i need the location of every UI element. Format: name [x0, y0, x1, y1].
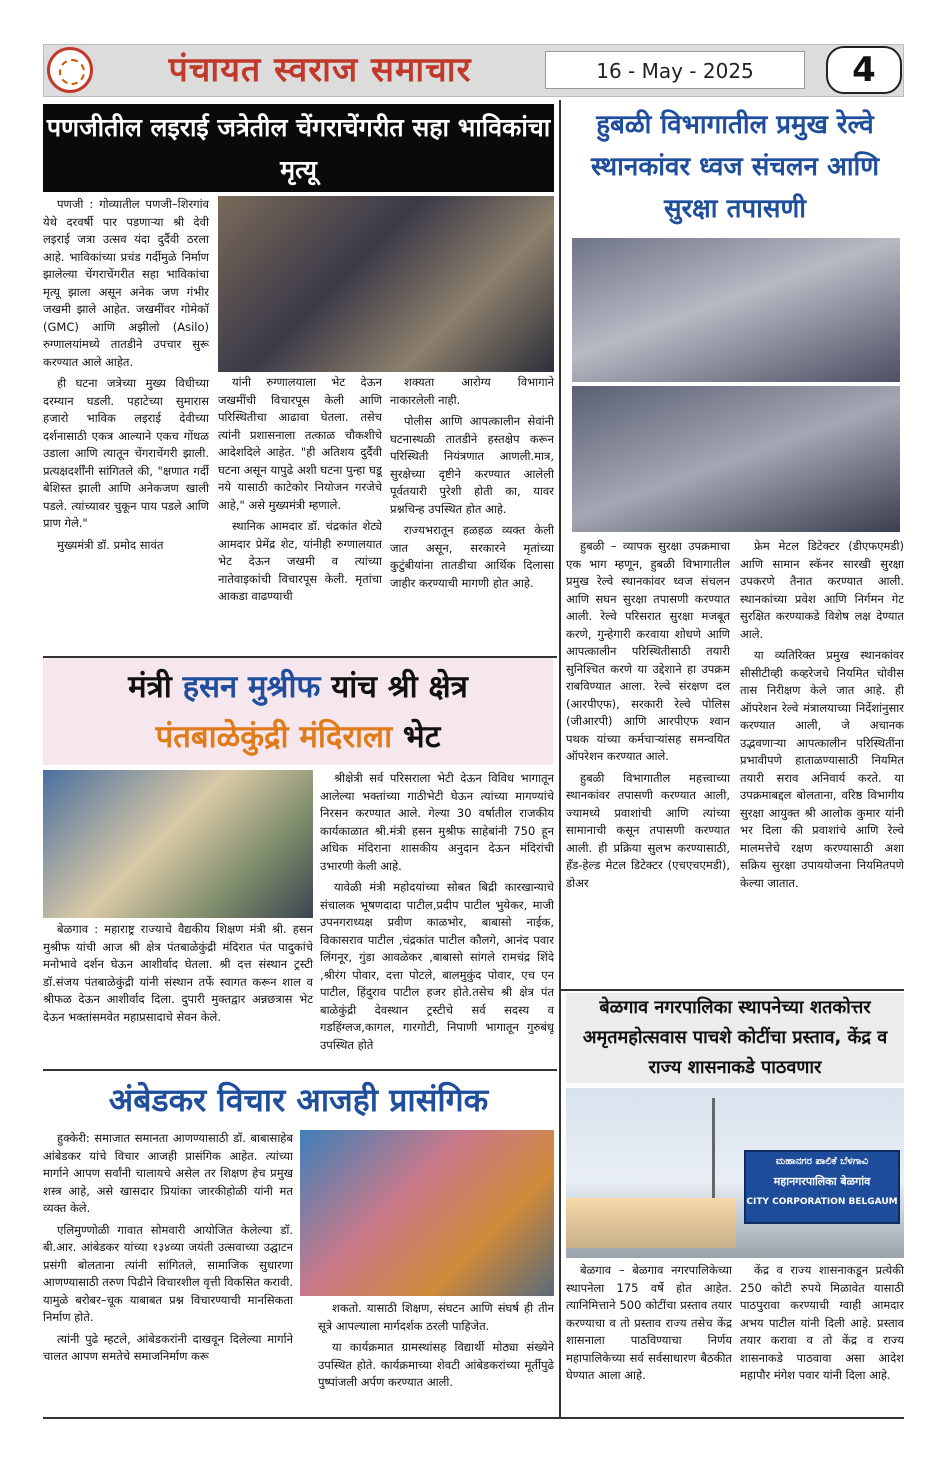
paragraph: पोलीस आणि आपत्कालीन सेवांनी घटनास्थळी तातडीने हस्तक्षेप करून परिस्थिती नियंत्रणात आणली.मात्र, सुरक्षेच्या दृष्टीने करण्यात आलेली पूर्वतयारी पुरेशी होती का, यावर प्रश्नचिन्ह उपस्थित होत आहे.	[390, 414, 554, 516]
art5-photo	[566, 1088, 904, 1258]
paragraph: केंद्र व राज्य शासनाकडून प्रत्येकी 250 कोटी रुपये मिळावेत यासाठी पाठपुरावा करण्याची ग्वाही आमदार अभय पाटील यांनी दिली आहे. प्रस्ताव तयार करावा व तो केंद्र व राज्य शासनाकडे पाठवावा असा आदेश महापौर मंगेश पवार यांनी दिला आहे.	[740, 1263, 904, 1382]
paragraph: बेळगाव : महाराष्ट्र राज्याचे वैद्यकीय शिक्षण मंत्री श्री. हसन मुश्रीफ यांची आज श्री क्षेत्र पंतबाळेकुंद्री मंदिरात पंत पादुकांचे मनोभावे दर्शन घेऊन आशीर्वाद घेतला. श्री दत्त संस्थान ट्रस्टी डॉ.संजय पंतबाळेकुंद्री यांनी संस्थान तर्फे स्वागत करून शाल व श्रीफळ देऊन आशीर्वाद दिला. दुपारी मुक्तद्वार अन्नछत्रास भेट देऊन भक्तांसमवेत महाप्रसादाचे सेवन केले.	[43, 922, 313, 1024]
paragraph: शक्यता आरोग्य विभागाने नाकारलेली नाही.	[390, 375, 554, 407]
section-rule-3	[561, 989, 904, 991]
art5-col1	[566, 1262, 732, 1422]
art4-headline: अंबेडकर विचार आजही प्रासंगिक	[108, 1081, 489, 1119]
sign-english: CITY CORPORATION BELGAUM	[746, 1197, 898, 1207]
paragraph: ही घटना जत्रेच्या मुख्य विधीच्या दरम्यान घडली. पहाटेच्या सुमारास हजारो भाविक लइराई देवीच्या दर्शनासाठी एकत्र आल्याने एकच गोंधळ उडाला आणि त्यातून चेंगराचेंगरी झाली. प्रत्यक्षदर्शींनी सांगितले की, "क्षणात गर्दी बेशिस्त झाली आणि अनेकजण खाली पडले. त्यांच्यावर चुकून पाय पडले आणि प्राण गेले."	[43, 376, 209, 530]
paragraph: एलिमुण्णोळी गावात सोमवारी आयोजित केलेल्या डॉ. बी.आर. आंबेडकर यांच्या १३४व्या जयंती उत्सवाच्या उद्घाटन प्रसंगी बोलताना त्यांनी सांगितले, सामाजिक सुधारणा आणण्यासाठी तरुण पिढीने विचारशील वृत्ती विकसित करावी. यामुळे बरोबर–चूक याबाबत प्रश्न विचारण्याची मानसिकता निर्माण होते.	[43, 1222, 293, 1324]
paragraph: यावेळी मंत्री महोदयांच्या सोबत बिद्री कारखान्याचे संचालक भूषणदादा पाटील,प्रदीप पाटील भुयेकर, माजी उपनगराध्यक्ष प्रवीण काळभोर, बाबासो नाईक, विकासराव पाटील ,चंद्रकांत पाटील कौलगे, आनंद पवार लिंगनूर, गुंडा आवळेकर ,बाबासो सांगले रामचंद्र शिंदे ,श्रीरंग पोवार, दत्ता पोटले, बालमुकुंद पोवार, एच एन पाटील, हिंदुराव पाटील हजर होते.तसेच श्री क्षेत्र पंत बाळेकुंद्री देवस्थान ट्रस्टीचे सर्व सदस्य व गडहिंग्लज,कागल, गारगोटी, निपाणी भागातून गुरुबंधू उपस्थित होते	[320, 880, 554, 1052]
paragraph: या व्यतिरिक्त प्रमुख स्थानकांवर सीसीटीव्ही कव्हरेजचे नियमित चोवीस तास निरीक्षण केले जात आहे. ही ऑपरेशन रेल्वे मंत्रालयाच्या निर्देशांनुसार करण्यात आली, जे अचानक उद्भवणाऱ्या आपत्कालीन परिस्थितींना प्रभावीपणे हाताळण्यासाठी नियमित तयारी सराव अनिवार्य करते. या उपक्रमाबद्दल बोलताना, वरिष्ठ विभागीय सुरक्षा आयुक्त श्री आलोक कुमार यांनी भर दिला की प्रवाशांचे आणि रेल्वे मालमत्तेचे रक्षण करण्यासाठी अशा सक्रिय सुरक्षा उपाययोजना नियमितपणे केल्या जातात.	[740, 648, 904, 890]
masthead-title: पंचायत स्वराज समाचार	[168, 50, 472, 90]
paragraph: फ्रेम मेटल डिटेक्टर (डीएफएमडी) आणि सामान स्कॅनर सारखी सुरक्षा उपकरणे तैनात करण्यात आली. स्थानकांच्या प्रवेश आणि निर्गमन गेट सुरक्षित करण्याकडे विशेष लक्ष देण्यात आले.	[740, 539, 904, 641]
paragraph: यांनी रुग्णालयाला भेट देऊन जखमींची विचारपूस केली आणि परिस्थितीचा आढावा घेतला. तसेच त्यांनी प्रशासनाला तत्काळ चौकशीचे आदेशदिले आहेत. "ही अतिशय दुर्दैवी घटना असून यापुढे अशी घटना पुन्हा घडू नये यासाठी काटेकोर नियोजन गरजेचे आहे," असे मुख्यमंत्री म्हणाले.	[218, 375, 382, 512]
paragraph: श्रीक्षेत्री सर्व परिसराला भेटी देऊन विविध भागातून आलेल्या भक्तांच्या गाठीभेटी घेऊन त्यांच्या मागण्यांचे निरसन करण्यात आले. गेल्या 30 वर्षातील राजकीय कार्यकाळात श्री.मंत्री हसन मुश्रीफ साहेबांनी 750 हून अधिक मंदिराना शासकीय अनुदान देऊन मंदिरांची उभारणी केली आहे.	[320, 771, 554, 873]
art2-photo-bottom	[572, 386, 900, 532]
page-number: 4	[826, 46, 902, 94]
city-corporation-sign	[744, 1150, 900, 1224]
section-rule-2	[43, 1069, 557, 1071]
art1-headline: पणजीतील लइराई जत्रेतील चेंगराचेंगरीत सहा भाविकांचा मृत्यू	[43, 104, 554, 192]
art5-headline: बेळगाव नगरपालिका स्थापनेच्या शतकोत्तर अमृतमहोत्सवास पाचशे कोटींचा प्रस्ताव, केंद्र व राज्य शासनाकडे पाठवणार	[566, 993, 904, 1083]
art3-headline-visit: भेट	[402, 719, 441, 755]
paragraph: हुक्केरी: समाजात समानता आणण्यासाठी डॉ. बाबासाहेब आंबेडकर यांचे विचार आजही प्रासंगिक आहेत. त्यांच्या मार्गाने आपण सर्वांनी चालायचे असेल तर शिक्षण हेच प्रमुख शस्त्र आहे, असे खासदार प्रियांका जारकीहोळी यांनी मत व्यक्त केले.	[43, 1131, 293, 1215]
issue-date: 16 - May - 2025	[545, 51, 805, 89]
sign-marathi: महानगरपालिका बेळगांव	[773, 1175, 871, 1188]
art1-photo	[218, 196, 554, 372]
bottom-rule	[43, 1417, 904, 1419]
building	[566, 1198, 736, 1248]
paragraph: हुबळी विभागातील महत्त्वाच्या स्थानकांवर तपासणी करण्यात आली, ज्यामध्ये प्रवाशांची आणि त्यांच्या सामानाची कसून तपासणी करण्यात आली. ही प्रक्रिया सुलभ करण्यासाठी, हँड-हेल्ड मेटल डिटेक्टर (एचएचएमडी), डोअर	[566, 770, 730, 890]
art2-photo-top	[572, 238, 900, 382]
art4-photo	[300, 1130, 554, 1296]
art1-col2	[218, 374, 382, 654]
art2-col2	[740, 538, 904, 984]
art3-headline-part3: यांच श्री क्षेत्र	[331, 669, 468, 705]
paragraph: राज्यभरातून हळहळ व्यक्त केली जात असून, सरकारने मृतांच्या कुटुंबीयांना तातडीचा आर्थिक दिलासा जाहीर करण्याची मागणी होत आहे.	[390, 523, 554, 590]
section-rule-1	[43, 656, 557, 658]
art4-col2	[318, 1300, 554, 1415]
paragraph: मुख्यमंत्री डॉ. प्रमोद सावंत	[57, 537, 164, 552]
sign-kannada: ಮಹಾನಗರ ಪಾಲಿಕೆ ಬೆಳಗಾವಿ	[775, 1156, 869, 1167]
paragraph: स्थानिक आमदार डॉ. चंद्रकांत शेट्ये आमदार प्रेमेंद्र शेट, यांनीही रुग्णालयात भेट देऊन जखमी व त्यांच्या नातेवाइकांची विचारपूस केली. मृतांचा आकडा वाढण्याची	[218, 519, 382, 603]
art2-col1	[566, 538, 730, 984]
column-rule	[559, 100, 561, 1418]
art3-photo	[43, 770, 313, 918]
art3-headline-name: हसन मुश्रीफ	[182, 669, 321, 705]
art3-headline-temple: पंतबाळेकुंद्री मंदिराला	[155, 719, 393, 755]
paragraph: हुबळी – व्यापक सुरक्षा उपक्रमाचा एक भाग म्हणून, हुबळी विभागातील प्रमुख रेल्वे स्थानकांवर ध्वज संचलन आणि सघन सुरक्षा तपासणी करण्यात आली. रेल्वे परिसरात सुरक्षा मजबूत करणे, गुन्हेगारी करवाया शोधणे आणि आपत्कालीन परिस्थितीसाठी तयारी सुनिश्चित करणे या उद्देशाने हा उपक्रम राबविण्यात आला. रेल्वे संरक्षण दल (आरपीएफ), सरकारी रेल्वे पोलिस (जीआरपी) आणि आरपीएफ श्वान पथक यांच्या कर्मचाऱ्यांसह समन्वयित ऑपरेशन करण्यात आले.	[566, 539, 730, 763]
masthead-logo	[47, 47, 93, 93]
art1-col3	[390, 374, 554, 654]
art3-headline-band	[43, 658, 553, 765]
paragraph: पणजी : गोव्यातील पणजी–शिरगांव येथे दरवर्षी पार पडणाऱ्या श्री देवी लइराई जत्रा उत्सव यंदा दुर्दैवी ठरला आहे. भाविकांच्या प्रचंड गर्दीमुळे निर्माण झालेल्या चेंगराचेंगरीत सहा भाविकांचा मृत्यू झाला असून अनेक जण गंभीर जखमी झाले आहेत. जखमींवर गोमेकॉ (GMC) आणि अझीलो (Asilo) रुग्णालयांमध्ये तातडीने उपचार सुरू करण्यात आले आहेत.	[43, 197, 209, 369]
art4-col1	[43, 1130, 293, 1415]
art5-col2	[740, 1262, 904, 1422]
paragraph: त्यांनी पुढे म्हटले, आंबेडकरांनी दाखवून दिलेल्या मार्गाने चालत आपण समतेचे समाजनिर्माण करू	[43, 1331, 293, 1363]
art3-headline-part1: मंत्री	[128, 669, 172, 705]
art3-caption	[43, 921, 313, 1061]
paragraph: या कार्यक्रमात ग्रामस्थांसह विद्यार्थी मोठ्या संख्येने उपस्थित होते. कार्यक्रमाच्या शेवटी आंबेडकरांच्या मूर्तीपुढे पुष्पांजली अर्पण करण्यात आली.	[318, 1340, 554, 1389]
art2-headline: हुबळी विभागातील प्रमुख रेल्वे स्थानकांवर ध्वज संचलन आणि सुरक्षा तपासणी	[590, 110, 880, 224]
art3-body	[320, 770, 554, 1066]
art1-col1	[43, 196, 209, 654]
paragraph: बेळगाव – बेळगाव नगरपालिकेच्या स्थापनेला 175 वर्षे होत आहेत. त्यानिमित्ताने 500 कोटींचा प्रस्ताव तयार करण्याचा व तो प्रस्ताव राज्य तसेच केंद्र शासनाला पाठविण्याचा निर्णय महापालिकेच्या सर्व सर्वसाधारण बैठकीत घेण्यात आला आहे.	[566, 1263, 732, 1382]
paragraph: शकतो. यासाठी शिक्षण, संघटन आणि संघर्ष ही तीन सूत्रे आपल्याला मार्गदर्शक ठरली पाहिजेत.	[318, 1301, 554, 1333]
